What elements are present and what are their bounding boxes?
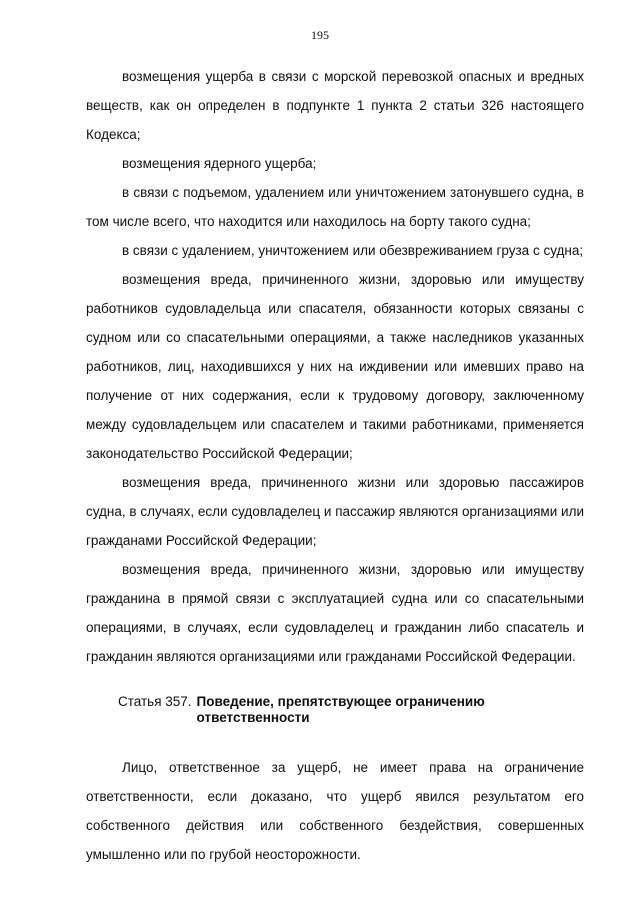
paragraph: возмещения вреда, причиненного жизни, здоровью или имуществу работников судовладельца или спасателя, обязанности которых связаны с судном или со спасательными операциями, а также наследников указанных работников, лиц, находившихся у них на иждивении или имевших право на получение от них содержания, если к трудовому договору, заключенному между судовладельцем или спасателем и такими работниками, применяется законодательство Российской Федерации;: [86, 272, 584, 461]
paragraph: возмещения ущерба в связи с морской перевозкой опасных и вредных веществ, как он определен в подпункте 1 пункта 2 статьи 326 настоящего Кодекса;: [86, 69, 584, 142]
article-heading: [86, 694, 584, 726]
article-title: Поведение, препятствующее ограничению ответственности: [196, 694, 485, 725]
paragraph: в связи с подъемом, удалением или уничтожением затонувшего судна, в том числе всего, что находится или находилось на борту такого судна;: [86, 185, 584, 229]
article-paragraph: Лицо, ответственное за ущерб, не имеет права на ограничение ответственности, если доказано, что ущерб явился результатом его собственного действия или собственного бездействия, совершенных умышленно или по грубой неосторожности.: [86, 760, 584, 862]
paragraph: возмещения вреда, причиненного жизни или здоровью пассажиров судна, в случаях, если судовладелец и пассажир являются организациями или гражданами Российской Федерации;: [86, 475, 584, 548]
page-number: 195: [311, 28, 329, 42]
article-label: Статья 357.: [118, 694, 192, 709]
paragraph: возмещения ядерного ущерба;: [122, 156, 317, 171]
document-body: [86, 62, 584, 869]
paragraph: возмещения вреда, причиненного жизни, здоровью или имуществу гражданина в прямой связи с эксплуатацией судна или со спасательными операциями, в случаях, если судовладелец и гражданин либо спасатель и гражданин являются организациями или гражданами Российской Федерации.: [86, 562, 584, 664]
paragraph: в связи с удалением, уничтожением или обезвреживанием груза с судна;: [122, 243, 584, 258]
